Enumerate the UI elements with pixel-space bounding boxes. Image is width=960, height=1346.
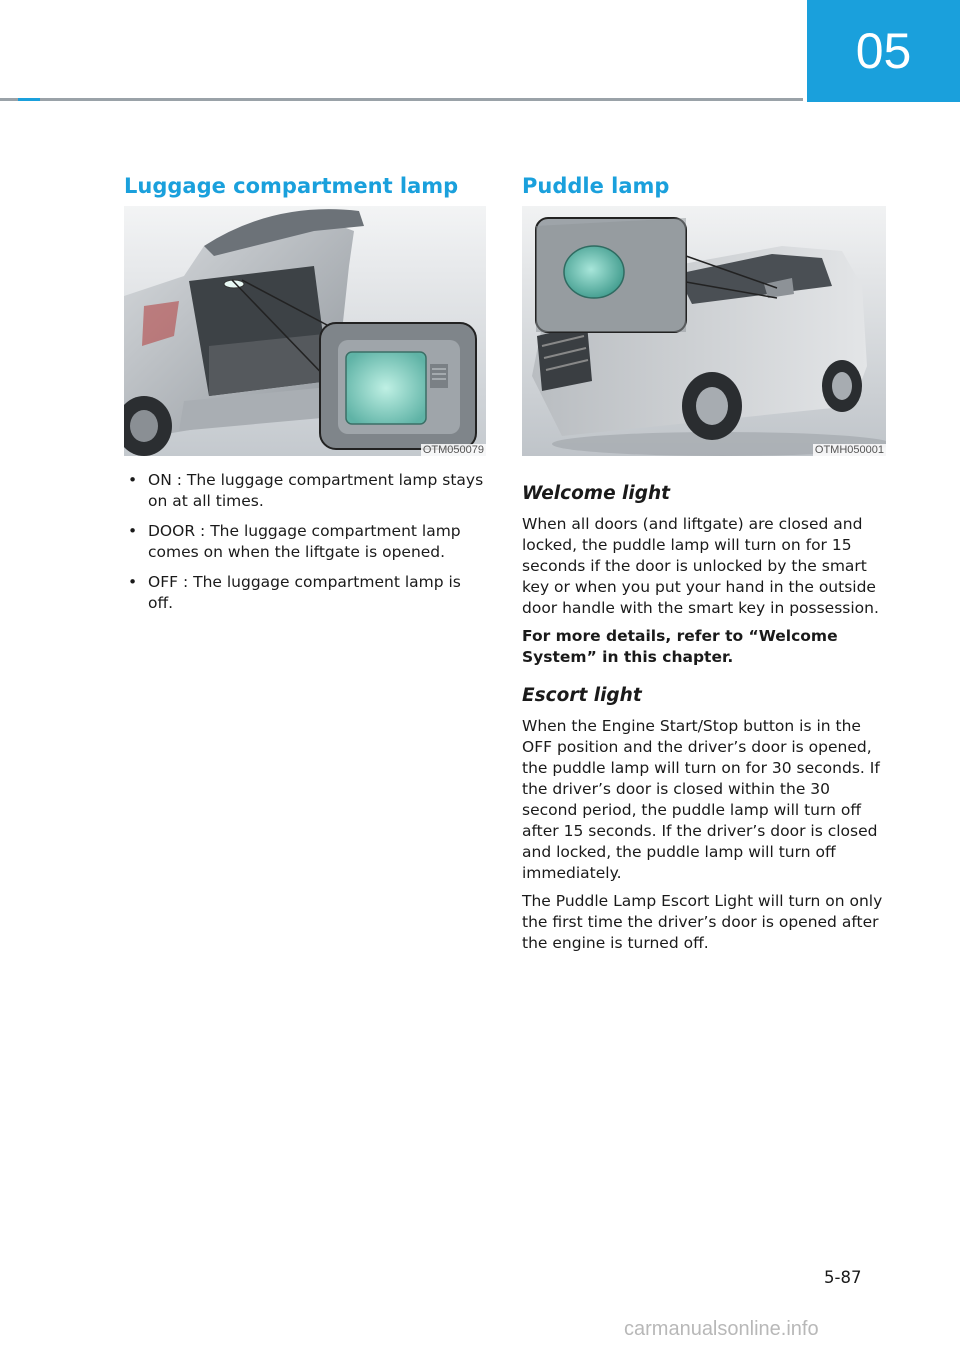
escort-light-note: The Puddle Lamp Escort Light will turn on only the first time the driver’s door is opened after the engine is turned off. [522, 892, 883, 952]
puddle-lamp-illustration [522, 206, 886, 456]
mode-definition: The luggage compartment lamp comes on when the liftgate is opened. [148, 522, 461, 561]
escort-light-heading: Escort light [522, 685, 642, 706]
luggage-lamp-illustration [124, 206, 486, 456]
welcome-light-note: For more details, refer to “Welcome System” in this chapter. [522, 627, 838, 666]
header-rule [0, 98, 803, 101]
welcome-light-body: When all doors (and liftgate) are closed and locked, the puddle lamp will turn on for 15 seconds if the door is unlocked by the smart key or when you put your hand in the outside door handle with the smart key in possession. [522, 515, 879, 617]
list-item [124, 521, 486, 563]
page-number: 5-87 [824, 1268, 862, 1287]
luggage-lamp-figure [124, 206, 486, 456]
chapter-tab [807, 0, 960, 102]
puddle-lamp-figure [522, 206, 886, 456]
figure-code: OTMH050001 [814, 444, 884, 456]
left-column [124, 170, 486, 623]
mode-definition: The luggage compartment lamp is off. [148, 573, 461, 612]
mode-term: OFF : [148, 573, 194, 591]
header-rule-accent [18, 98, 40, 101]
escort-light-body: When the Engine Start/Stop button is in the OFF position and the driver’s door is opened, the puddle lamp will turn on for 30 seconds. If the driver’s door is closed within the 30 second period, the puddle lamp will turn off after 15 seconds. If the driver’s door is closed and locked, the puddle lamp will turn off immediately. [522, 717, 880, 882]
section-title-puddle-lamp: Puddle lamp [522, 174, 670, 198]
mode-definition: The luggage compartment lamp stays on at all times. [148, 471, 484, 510]
welcome-light-heading: Welcome light [522, 483, 670, 504]
lamp-mode-list [124, 470, 486, 614]
right-column [522, 170, 886, 961]
chapter-number: 05 [855, 23, 912, 79]
mode-term: DOOR : [148, 522, 211, 540]
list-item [124, 572, 486, 614]
figure-code: OTM050079 [422, 444, 484, 456]
mode-term: ON : [148, 471, 187, 489]
section-title-luggage-lamp: Luggage compartment lamp [124, 174, 459, 198]
list-item [124, 470, 486, 512]
watermark: carmanualsonline.info [624, 1318, 819, 1340]
